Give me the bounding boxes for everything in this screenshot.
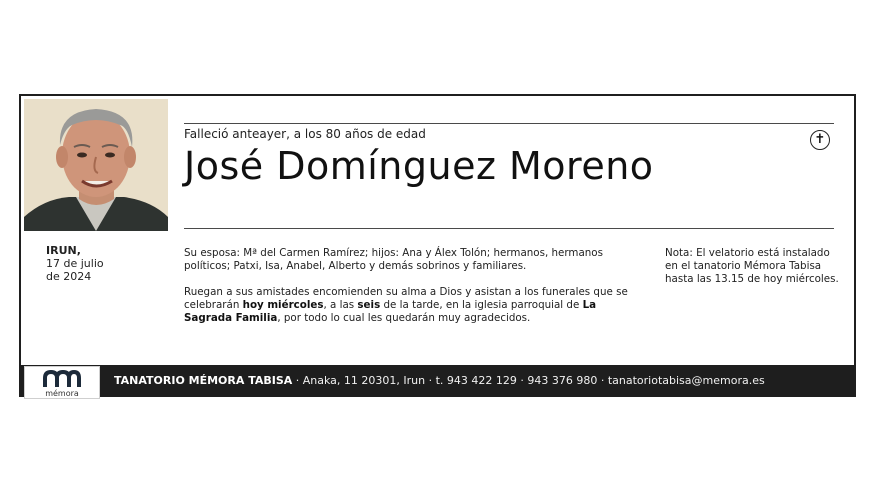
funeral-home-name: TANATORIO MÉMORA TABISA bbox=[114, 374, 293, 387]
deceased-name: José Domínguez Moreno bbox=[184, 144, 654, 188]
funeral-home-info bbox=[114, 374, 765, 387]
footer-bar bbox=[21, 365, 854, 397]
place-date bbox=[46, 244, 104, 283]
memora-logo-icon bbox=[43, 370, 81, 388]
church-name: La Sagrada Familia bbox=[184, 299, 597, 324]
death-intro: Falleció anteayer, a los 80 años de edad bbox=[184, 127, 426, 141]
memora-logo bbox=[24, 366, 100, 399]
funeral-text-3: de la tarde, en la iglesia parroquial de bbox=[380, 299, 583, 311]
funeral-text-1: Ruegan a sus amistades encomienden su alma a Dios y asistan a los funerales que se celebrarán bbox=[184, 286, 628, 311]
date-line-2: de 2024 bbox=[46, 270, 92, 283]
cross-icon: ✝ bbox=[810, 130, 830, 150]
middle-divider bbox=[184, 228, 834, 229]
funeral-text-2: , a las bbox=[323, 299, 358, 311]
funeral-home-contact: · Anaka, 11 20301, Irun · t. 943 422 129 · 943 376 980 · tanatoriotabisa@memora.es bbox=[292, 374, 765, 387]
funeral-text-4: , por todo lo cual les quedarán muy agradecidos. bbox=[277, 312, 531, 324]
city: IRUN, bbox=[46, 244, 81, 257]
obituary-card bbox=[19, 94, 856, 397]
date-line-1: 17 de julio bbox=[46, 257, 104, 270]
funeral-paragraph bbox=[184, 286, 644, 325]
top-divider bbox=[184, 123, 834, 124]
logo-wordmark: mémora bbox=[45, 389, 79, 398]
funeral-day: hoy miércoles bbox=[242, 299, 324, 311]
wake-note: Nota: El velatorio está instalado en el tanatorio Mémora Tabisa hasta las 13.15 de hoy miércoles. bbox=[665, 247, 839, 285]
funeral-hour: seis bbox=[357, 299, 381, 311]
portrait-photo bbox=[24, 99, 168, 231]
family-paragraph: Su esposa: Mª del Carmen Ramírez; hijos: Ana y Álex Tolón; hermanos, hermanos políticos; Patxi, Isa, Anabel, Alberto y demás sobrinos y familiares. bbox=[184, 247, 603, 272]
obituary-body bbox=[184, 247, 644, 338]
